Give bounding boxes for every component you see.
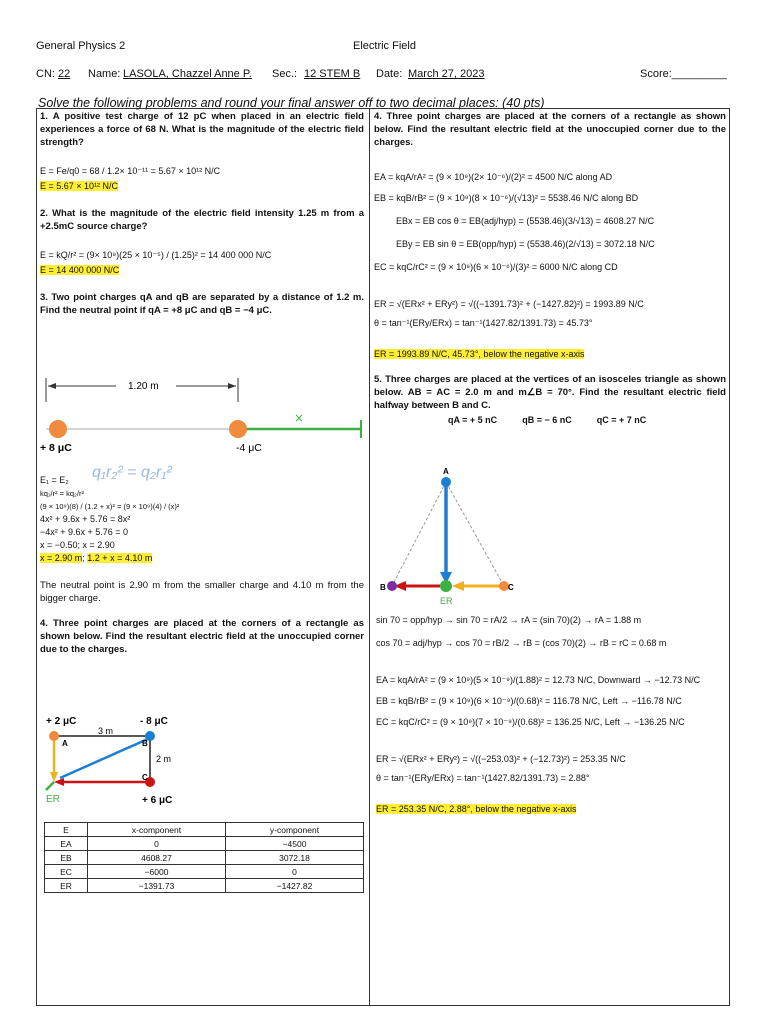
work-line-4: 4x² + 9.6x + 5.76 = 8x²	[40, 514, 131, 524]
charge-negative-sphere	[229, 420, 247, 438]
p4-qb-label: - 8 μC	[140, 716, 168, 727]
table-row	[45, 865, 364, 879]
ea-arrowhead	[50, 772, 58, 782]
p5-charge-b-sphere	[387, 581, 397, 591]
p4r-ec: EC = kqC/rC² = (9 × 10⁹)(6 × 10⁻⁶)/(3)² = 6000 N/C along CD	[374, 262, 618, 272]
answer-total: 1.2 + x = 4.10 m	[87, 553, 153, 563]
p5-midpoint-sphere	[440, 580, 452, 592]
problem-4r-question: 4. Three point charges are placed at the corners of a rectangle as shown below. Find the resultant electric field at the unoccupied corner due to the charges.	[374, 111, 726, 148]
problem-3-question: 3. Two point charges qA and qB are separated by a distance of 1.2 m. Find the neutral point if qA = +8 μC and qB = −4 μC.	[40, 292, 364, 316]
problem-1-question: 1. A positive test charge of 12 pC when placed in an electric field experiences a force of 68 N. What is the magnitude of the electric field strength?	[40, 111, 364, 148]
table-cell: 0	[88, 837, 226, 851]
p5-ec: EC = kqC/rC² = (9 × 10⁹)(7 × 10⁻⁹)/(0.68)² = 136.25 N/C, Left → −136.25 N/C	[376, 717, 685, 727]
eb-vector	[60, 738, 150, 778]
p5-qa: qA = + 5 nC	[448, 415, 498, 425]
date-label: Date:	[376, 68, 403, 80]
answer-x: x = 2.90 m	[40, 553, 83, 563]
p4r-ea: EA = kqA/rA² = (9 × 10⁹)(2× 10⁻⁶)/(2)² = 4500 N/C along AD	[374, 172, 613, 182]
p4r-eby: EBy = EB sin θ = EB(opp/hyp) = (5538.46)(2/√13) = 3072.18 N/C	[396, 239, 655, 249]
p5-cos-line: cos 70 = adj/hyp → cos 70 = rB/2 → rB = (cos 70)(2) → rB = rC = 0.68 m	[376, 638, 667, 648]
p5-qb: qB = − 6 nC	[522, 415, 572, 425]
table-header: x-component	[88, 823, 226, 837]
p4-height-label: 2 m	[156, 754, 172, 764]
charge-right-label: -4 μC	[236, 442, 262, 454]
table-cell: −1391.73	[88, 879, 226, 893]
problem-1-answer: E = 5.67 × 10¹² N/C	[40, 181, 119, 191]
p4-qa-label: + 2 μC	[46, 716, 77, 727]
p4r-ebx: EBx = EB cos θ = EB(adj/hyp) = (5538.46)(3/√13) = 4608.27 N/C	[396, 216, 655, 226]
p4r-eb: EB = kqB/rB² = (9 × 10⁹)(8 × 10⁻⁶)/(√13)² = 5538.46 N/C along BD	[374, 193, 639, 203]
problem-4-diagram	[40, 712, 240, 812]
component-table	[44, 822, 364, 893]
p5-er-label: ER	[440, 596, 453, 606]
date-value: March 27, 2023	[408, 68, 485, 80]
right-column	[374, 110, 726, 427]
p5-ec-arrowhead	[452, 581, 464, 591]
instructions: Solve the following problems and round your final answer off to two decimal places: (40 pts)	[38, 96, 545, 110]
table-cell: −6000	[88, 865, 226, 879]
cn-value: 22	[58, 68, 71, 80]
problem-2-answer: E = 14 400 000 N/C	[40, 265, 120, 275]
problem-1-equation: E = Fe/q0 = 68 / 1.2× 10⁻¹¹ = 5.67 × 10¹² N/C	[40, 166, 221, 176]
problem-2-question: 2. What is the magnitude of the electric field intensity 1.25 m from a +2.5mC source charge?	[40, 208, 364, 232]
table-cell: ER	[45, 879, 88, 893]
answer-sep: ;	[82, 553, 88, 563]
p5-b-label: B	[380, 583, 386, 592]
table-cell: 4608.27	[88, 851, 226, 865]
table-cell: −4500	[226, 837, 364, 851]
p5-eb: EB = kqB/rB² = (9 × 10⁹)(6 × 10⁻⁹)/(0.68)² = 116.78 N/C, Left → −116.78 N/C	[376, 696, 682, 706]
p5-theta: θ = tan⁻¹(ERy/ERx) = tan⁻¹(1427.82/1391.73) = 2.88°	[376, 773, 590, 783]
dimension-arrow-right	[228, 383, 236, 389]
problem-3-conclusion: The neutral point is 2.90 m from the smaller charge and 4.10 m from the bigger charge.	[40, 580, 364, 604]
p5-charge-a-sphere	[441, 477, 451, 487]
problem-5-diagram	[374, 462, 726, 612]
table-header: E	[45, 823, 88, 837]
work-line-6: x = −0.50; x = 2.90	[40, 540, 115, 550]
p4-width-label: 3 m	[98, 726, 114, 736]
table-cell: EB	[45, 851, 88, 865]
p4r-theta: θ = tan⁻¹(ERy/ERx) = tan⁻¹(1427.82/1391.73) = 45.73°	[374, 318, 593, 328]
work-line-5: −4x² + 9.6x + 5.76 = 0	[40, 527, 129, 537]
table-header-row	[45, 823, 364, 837]
table-row	[45, 837, 364, 851]
p4-er-label: ER	[46, 794, 60, 805]
triangle-side-ab	[392, 482, 446, 586]
triangle-side-ac	[446, 482, 504, 586]
p5-qc: qC = + 7 nC	[596, 415, 647, 425]
topic-title: Electric Field	[353, 40, 416, 52]
work-line-2: kq₁/r² = kq₂/r²	[40, 489, 84, 498]
problem-3-work	[40, 474, 364, 656]
section-value: 12 STEM B	[304, 68, 361, 80]
p4r-er: ER = √(ERx² + ERy²) = √((−1391.73)² + (−1427.82)²) = 1993.89 N/C	[374, 299, 644, 309]
problem-2-equation: E = kQ/r² = (9× 10⁹)(25 × 10⁻⁵) / (1.25)² = 14 400 000 N/C	[40, 250, 272, 260]
p5-ea: EA = kqA/rA² = (9 × 10⁹)(5 × 10⁻⁹)/(1.88)² = 12.73 N/C, Downward → −12.73 N/C	[376, 675, 701, 685]
problem-5-work	[376, 614, 726, 816]
work-line-3: (9 × 10⁹)(8) / (1.2 + x)² = (9 × 10⁹)(4) / (x)²	[40, 502, 180, 511]
ec-arrowhead	[54, 778, 64, 786]
table-cell: EA	[45, 837, 88, 851]
section-label: Sec.:	[272, 68, 298, 80]
table-cell: EC	[45, 865, 88, 879]
score-field: Score:_________	[640, 68, 727, 80]
er-vector	[46, 782, 54, 790]
p4r-answer: ER = 1993.89 N/C, 45.73°, below the negative x-axis	[374, 349, 585, 359]
course-title: General Physics 2	[36, 40, 126, 52]
table-header: y-component	[226, 823, 364, 837]
left-column	[40, 110, 364, 317]
table-cell: 0	[226, 865, 364, 879]
cn-label: CN:	[36, 68, 55, 80]
p5-sin-line: sin 70 = opp/hyp → sin 70 = rA/2 → rA = (sin 70)(2) → rA = 1.88 m	[376, 615, 642, 625]
neutral-point-cross: ×	[294, 411, 305, 425]
p4-qc-label: + 6 μC	[142, 795, 173, 806]
table-row	[45, 879, 364, 893]
p5-c-label: C	[508, 583, 514, 592]
problem-4-question: 4. Three point charges are placed at the corners of a rectangle as shown below. Find the resultant electric field at the unoccupied corner due to the charges.	[40, 618, 364, 655]
p5-answer: ER = 253.35 N/C, 2.88°, below the negative x-axis	[376, 804, 577, 814]
dimension-arrow-left	[48, 383, 56, 389]
table-cell: −1427.82	[226, 879, 364, 893]
p4-a-label: A	[62, 739, 68, 748]
handwritten-note: q₁r₂² = q₂r₁²	[92, 464, 172, 481]
charge-left-label: + 8 μC	[40, 442, 72, 454]
name-value: LASOLA, Chazzel Anne P.	[123, 68, 252, 80]
table-cell: 3072.18	[226, 851, 364, 865]
charge-positive-sphere	[49, 420, 67, 438]
distance-label: 1.20 m	[128, 381, 159, 392]
column-divider	[369, 108, 370, 1006]
work-line-1: E₁ = E₂	[40, 475, 69, 485]
problem-5-question: 5. Three charges are placed at the vertices of an isosceles triangle as shown below. AB = AC = 2.0 m and m∠B = 70°. Find the resultant electric field halfway between B and C.	[374, 374, 726, 411]
name-label: Name:	[88, 68, 121, 80]
p4-b-label: B	[142, 739, 148, 748]
charge-a-sphere	[49, 731, 59, 741]
p4-c-label: C	[142, 773, 148, 782]
problem-3-diagram	[36, 372, 368, 462]
p5-a-label: A	[443, 467, 449, 476]
table-row	[45, 851, 364, 865]
p5-er: ER = √(ERx² + ERy²) = √((−253.03)² + (−12.73)²) = 253.35 N/C	[376, 754, 626, 764]
